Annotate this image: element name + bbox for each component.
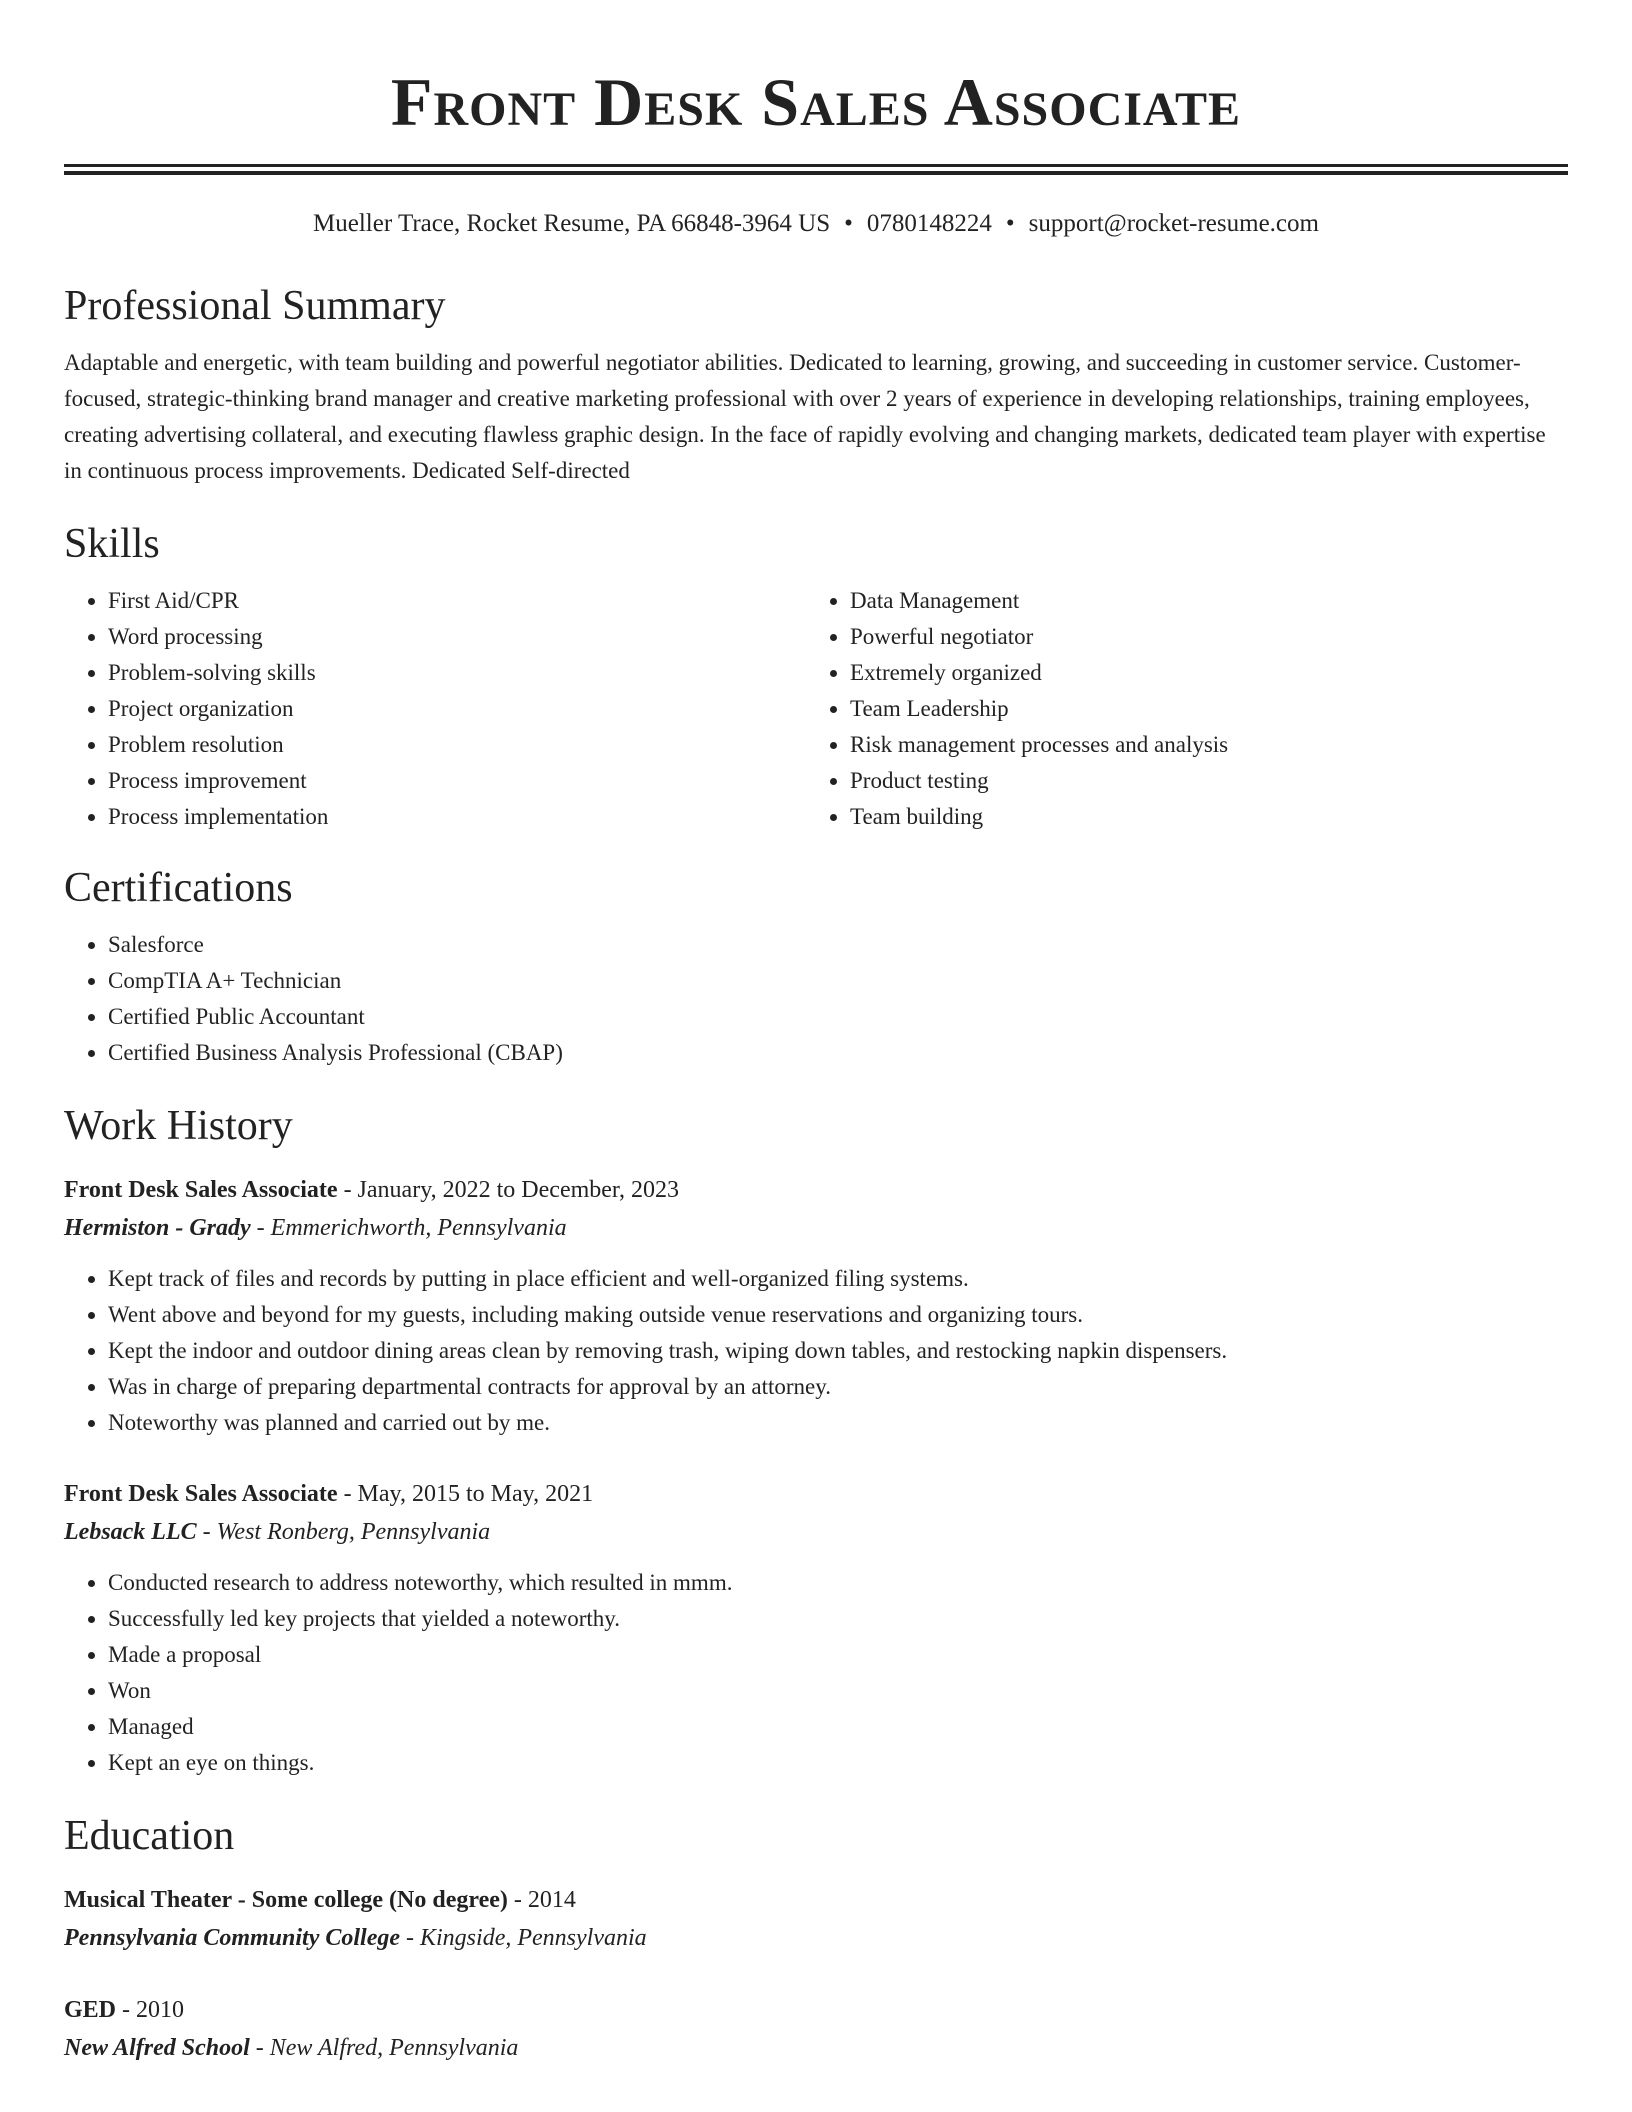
job-dates: - January, 2022 to December, 2023 xyxy=(337,1177,679,1203)
job-bullet: • Kept an eye on things. xyxy=(108,1745,1568,1781)
education-year: - 2010 xyxy=(116,1997,185,2023)
job-bullet: • Won xyxy=(108,1673,1568,1709)
job-location: - Emmerichworth, Pennsylvania xyxy=(250,1215,567,1241)
education-school: New Alfred School xyxy=(64,2035,250,2061)
skill-item: • First Aid/CPR xyxy=(108,583,806,619)
section-title-skills: Skills xyxy=(64,521,160,567)
skill-item: • Process implementation xyxy=(108,799,806,835)
job-bullet: • Went above and beyond for my guests, including making outside venue reservations and organizing tours. xyxy=(108,1297,1568,1333)
job-bullets xyxy=(64,1565,1568,1781)
job-bullet: • Was in charge of preparing departmental contracts for approval by an attorney. xyxy=(108,1369,1568,1405)
skill-item: • Data Management xyxy=(850,583,1548,619)
job-bullet: • Noteworthy was planned and carried out by me. xyxy=(108,1405,1568,1441)
contact-line xyxy=(64,207,1568,241)
education-entry xyxy=(64,1881,1568,1957)
skills-list-right xyxy=(806,583,1548,835)
education-location: - Kingside, Pennsylvania xyxy=(400,1925,647,1951)
education-degree: Musical Theater - Some college (No degree) xyxy=(64,1887,508,1913)
job-company: Lebsack LLC xyxy=(64,1519,197,1545)
certification-item: • Salesforce xyxy=(108,927,1568,963)
job-bullet: • Managed xyxy=(108,1709,1568,1745)
job-company: Hermiston - Grady xyxy=(64,1215,251,1241)
contact-address: Mueller Trace, Rocket Resume, PA 66848-3964 US xyxy=(313,210,831,237)
job-bullet: • Successfully led key projects that yielded a noteworthy. xyxy=(108,1601,1568,1637)
skill-item: • Powerful negotiator xyxy=(850,619,1548,655)
job-employer-line xyxy=(64,1209,1568,1247)
certification-item: • CompTIA A+ Technician xyxy=(108,963,1568,999)
skill-item: • Product testing xyxy=(850,763,1548,799)
job-heading xyxy=(64,1171,1568,1209)
skills-list-left xyxy=(64,583,806,835)
education-school-line xyxy=(64,2029,1568,2067)
skill-item: • Extremely organized xyxy=(850,655,1548,691)
section-title-certifications: Certifications xyxy=(64,865,293,911)
education-year: - 2014 xyxy=(507,1887,576,1913)
education-degree: GED xyxy=(64,1997,117,2023)
skill-item: • Team Leadership xyxy=(850,691,1548,727)
summary-text: Adaptable and energetic, with team building and powerful negotiator abilities. Dedicated to learning, growing, and succeeding in customer service. Customer-focused, strategic-thinking brand manager and creative marketing professional with over 2 years of experience in developing relationships, training employees, creating advertising collateral, and executing flawless graphic design. In the face of rapidly evolving and changing markets, dedicated team player with expertise in continuous process improvements. Dedicated Self-directed xyxy=(64,350,1546,483)
certifications-list xyxy=(64,927,1568,1071)
skill-item: • Process improvement xyxy=(108,763,806,799)
certification-item: • Certified Business Analysis Professional (CBAP) xyxy=(108,1035,1568,1071)
header-double-rule xyxy=(64,164,1568,175)
candidate-name: Front Desk Sales Associate xyxy=(390,64,1242,140)
job-heading xyxy=(64,1475,1568,1513)
education-school-line xyxy=(64,1919,1568,1957)
contact-email: support@rocket-resume.com xyxy=(1028,210,1319,237)
job-entry xyxy=(64,1475,1568,1781)
contact-separator: • xyxy=(844,210,853,237)
education-heading xyxy=(64,1881,1568,1919)
job-role: Front Desk Sales Associate xyxy=(64,1481,338,1507)
job-role: Front Desk Sales Associate xyxy=(64,1177,338,1203)
skill-item: • Problem-solving skills xyxy=(108,655,806,691)
section-title-summary: Professional Summary xyxy=(64,283,446,329)
certification-item: • Certified Public Accountant xyxy=(108,999,1568,1035)
skill-item: • Project organization xyxy=(108,691,806,727)
education-heading xyxy=(64,1991,1568,2029)
education-school: Pennsylvania Community College xyxy=(64,1925,401,1951)
job-location: - West Ronberg, Pennsylvania xyxy=(196,1519,491,1545)
job-bullet: • Made a proposal xyxy=(108,1637,1568,1673)
education-location: - New Alfred, Pennsylvania xyxy=(249,2035,519,2061)
job-employer-line xyxy=(64,1513,1568,1551)
job-bullet: • Kept the indoor and outdoor dining areas clean by removing trash, wiping down tables, and restocking napkin dispensers. xyxy=(108,1333,1568,1369)
skill-item: • Problem resolution xyxy=(108,727,806,763)
skill-item: • Team building xyxy=(850,799,1548,835)
job-bullet: • Kept track of files and records by putting in place efficient and well-organized filing systems. xyxy=(108,1261,1568,1297)
job-dates: - May, 2015 to May, 2021 xyxy=(337,1481,594,1507)
job-bullets xyxy=(64,1261,1568,1441)
skill-item: • Risk management processes and analysis xyxy=(850,727,1548,763)
job-bullet: • Conducted research to address noteworthy, which resulted in mmm. xyxy=(108,1565,1568,1601)
section-title-education: Education xyxy=(64,1813,235,1859)
contact-separator: • xyxy=(1005,210,1015,237)
skills-columns xyxy=(64,583,1568,835)
section-title-work-history: Work History xyxy=(64,1103,293,1149)
education-entry xyxy=(64,1991,1568,2067)
skill-item: • Word processing xyxy=(108,619,806,655)
job-entry xyxy=(64,1171,1568,1441)
contact-phone: 0780148224 xyxy=(866,210,992,237)
